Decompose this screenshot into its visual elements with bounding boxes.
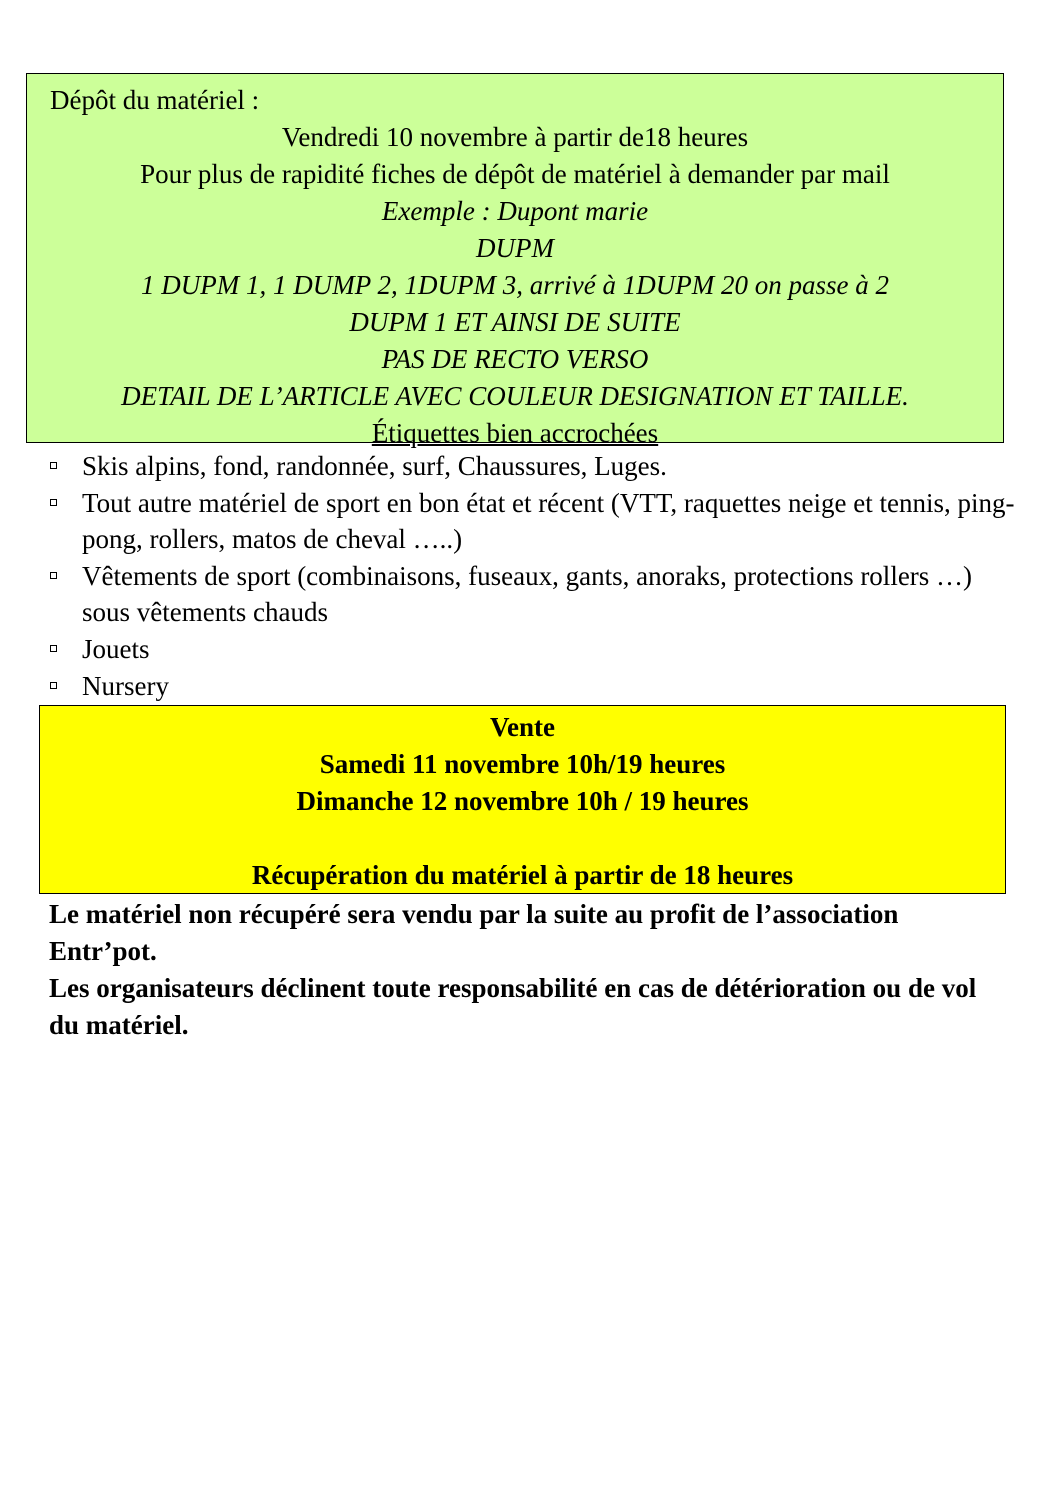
list-item-text: Jouets: [82, 634, 150, 664]
depot-detail: DETAIL DE L’ARTICLE AVEC COULEUR DESIGNATION ET TAILLE.: [121, 381, 909, 411]
square-bullet-icon: [50, 462, 57, 469]
depot-rapidite: Pour plus de rapidité fiches de dépôt de matériel à demander par mail: [140, 159, 890, 189]
vente-title: Vente: [490, 712, 555, 742]
list-item: [0, 448, 1058, 484]
vente-info-box: [39, 705, 1006, 894]
depot-numbering-1: 1 DUPM 1, 1 DUMP 2, 1DUPM 3, arrivé à 1DUPM 20 on passe à 2: [141, 270, 889, 300]
depot-date: Vendredi 10 novembre à partir de18 heures: [281, 122, 749, 152]
note-unclaimed: Le matériel non récupéré sera vendu par la suite au profit de l’association Entr’pot.: [49, 899, 899, 966]
depot-heading: Dépôt du matériel :: [50, 85, 260, 115]
vente-recuperation: Récupération du matériel à partir de 18 heures: [251, 860, 794, 890]
notes-block: [49, 896, 1009, 1044]
depot-etiquettes: Étiquettes bien accrochées: [371, 418, 659, 448]
note-responsibility: Les organisateurs déclinent toute responsabilité en cas de détérioration ou de vol du matériel.: [49, 973, 977, 1040]
square-bullet-icon: [50, 682, 57, 689]
list-item: [0, 558, 1058, 630]
list-item-text: Vêtements de sport (combinaisons, fuseaux, gants, anoraks, protections rollers …) sous vêtements chauds: [82, 561, 973, 627]
list-item: [0, 668, 1058, 704]
list-item: [0, 631, 1058, 667]
vente-samedi: Samedi 11 novembre 10h/19 heures: [319, 749, 726, 779]
materiel-list: [0, 448, 1058, 705]
square-bullet-icon: [50, 572, 57, 579]
vente-spacer: [40, 820, 1005, 857]
depot-code: DUPM: [476, 233, 554, 263]
vente-dimanche: Dimanche 12 novembre 10h / 19 heures: [296, 786, 749, 816]
square-bullet-icon: [50, 499, 57, 506]
list-item-text: Nursery: [82, 671, 169, 701]
depot-exemple: Exemple : Dupont marie: [381, 196, 649, 226]
depot-numbering-2: DUPM 1 ET AINSI DE SUITE: [349, 307, 681, 337]
list-item: [0, 485, 1058, 557]
square-bullet-icon: [50, 645, 57, 652]
list-item-text: Skis alpins, fond, randonnée, surf, Chaussures, Luges.: [82, 451, 667, 481]
depot-info-box: [26, 73, 1004, 448]
depot-recto: PAS DE RECTO VERSO: [381, 344, 649, 374]
list-item-text: Tout autre matériel de sport en bon état et récent (VTT, raquettes neige et tennis, ping-pong, rollers, matos de cheval …..): [82, 488, 1015, 554]
